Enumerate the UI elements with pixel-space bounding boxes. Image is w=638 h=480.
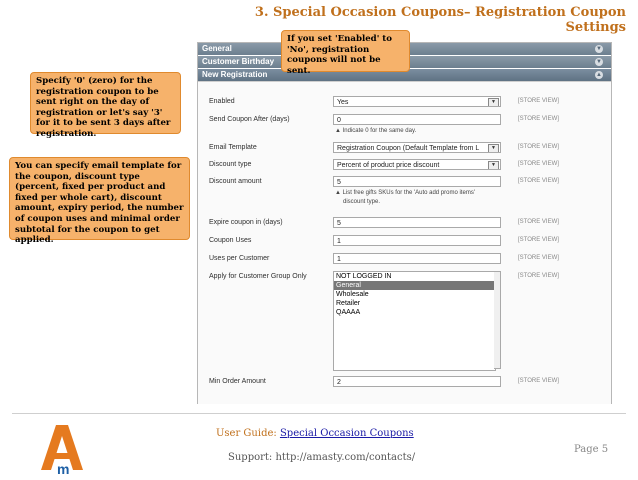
footer-divider [12,413,626,414]
scope-label: [STORE VIEW] [518,273,559,279]
send-after-input[interactable]: 0 [333,114,501,125]
list-item[interactable]: Wholesale [336,291,369,298]
scope-label: [STORE VIEW] [518,237,559,243]
listbox-scrollbar[interactable] [494,271,501,369]
list-item[interactable]: NOT LOGGED IN [336,273,392,280]
user-guide-prefix: User Guide: [216,428,280,439]
amasty-logo [37,420,87,475]
expand-icon[interactable]: ▼ [596,46,602,52]
send-after-label: Send Coupon After (days) [209,116,290,123]
list-item[interactable]: QAAAA [336,309,361,316]
expand-icon[interactable]: ▼ [596,59,602,65]
callout-template: You can specify email template for the coupon, discount type (percent, fixed per product and fixed per whole cart), discount amount, expiry period, the number of coupon uses and minimal order subtotal for the coupon to get applied. [9,157,190,240]
email-template-select[interactable] [333,142,501,153]
discount-type-value: Percent of product price discount [337,162,440,169]
scope-label: [STORE VIEW] [518,219,559,225]
expire-label: Expire coupon in (days) [209,219,283,226]
chevron-down-icon[interactable]: ▼ [488,144,499,153]
list-item[interactable]: General [334,281,495,290]
discount-amount-input[interactable]: 5 [333,176,501,187]
callout-send-after: Specify '0' (zero) for the registration coupon to be sent right on the day of registration or let's say '3' for it to be sent 3 days after registration. [30,72,181,134]
send-after-note-text: Indicate 0 for the same day. [342,128,417,134]
support-line[interactable]: Support: http://amasty.com/contacts/ [228,452,416,463]
user-guide-line [216,428,414,439]
user-guide-link[interactable]: Special Occasion Coupons [279,428,414,439]
min-order-label: Min Order Amount [209,378,266,385]
enabled-select[interactable] [333,96,501,107]
discount-amount-note-text: List free gifts SKUs for the 'Auto add promo items' [342,190,475,196]
min-order-input[interactable]: 2 [333,376,501,387]
page-title: 3. Special Occasion Coupons– Registration Coupon Settings [254,5,626,35]
uses-per-customer-label: Uses per Customer [209,255,270,262]
page-number: Page 5 [574,444,609,455]
scope-label: [STORE VIEW] [518,144,559,150]
list-item[interactable]: Retailer [336,300,361,307]
email-template-label: Email Template [209,144,257,151]
discount-amount-note: ▲ List free gifts SKUs for the 'Auto add promo items' [335,190,475,196]
chevron-down-icon[interactable]: ▼ [488,161,499,170]
scope-label: [STORE VIEW] [518,116,559,122]
expire-input[interactable]: 5 [333,217,501,228]
discount-type-label: Discount type [209,161,252,168]
callout-enabled: If you set 'Enabled' to 'No', registration coupons will not be sent. [281,30,410,72]
uses-per-customer-input[interactable]: 1 [333,253,501,264]
chevron-down-icon[interactable]: ▼ [488,98,499,107]
collapse-icon[interactable]: ▲ [596,72,602,78]
settings-panel [197,42,612,404]
coupon-uses-label: Coupon Uses [209,237,252,244]
coupon-uses-input[interactable]: 1 [333,235,501,246]
section-general-label: General [202,44,232,53]
section-birthday-label: Customer Birthday [202,57,275,66]
discount-amount-note-line2: discount type. [343,199,381,205]
scope-label: [STORE VIEW] [518,98,559,104]
discount-amount-label: Discount amount [209,178,262,185]
enabled-value: Yes [337,99,349,106]
discount-type-select[interactable] [333,159,501,170]
scope-label: [STORE VIEW] [518,255,559,261]
customer-group-label: Apply for Customer Group Only [209,273,307,280]
svg-text:m: m [57,461,70,475]
registration-form [198,81,611,404]
scope-label: [STORE VIEW] [518,378,559,384]
enabled-label: Enabled [209,98,235,105]
customer-group-listbox[interactable] [333,271,496,371]
scope-label: [STORE VIEW] [518,161,559,167]
email-template-value: Registration Coupon (Default Template from L [337,145,480,152]
section-registration-label: New Registration [202,70,268,79]
send-after-note: ▲ Indicate 0 for the same day. [335,128,417,134]
scope-label: [STORE VIEW] [518,178,559,184]
